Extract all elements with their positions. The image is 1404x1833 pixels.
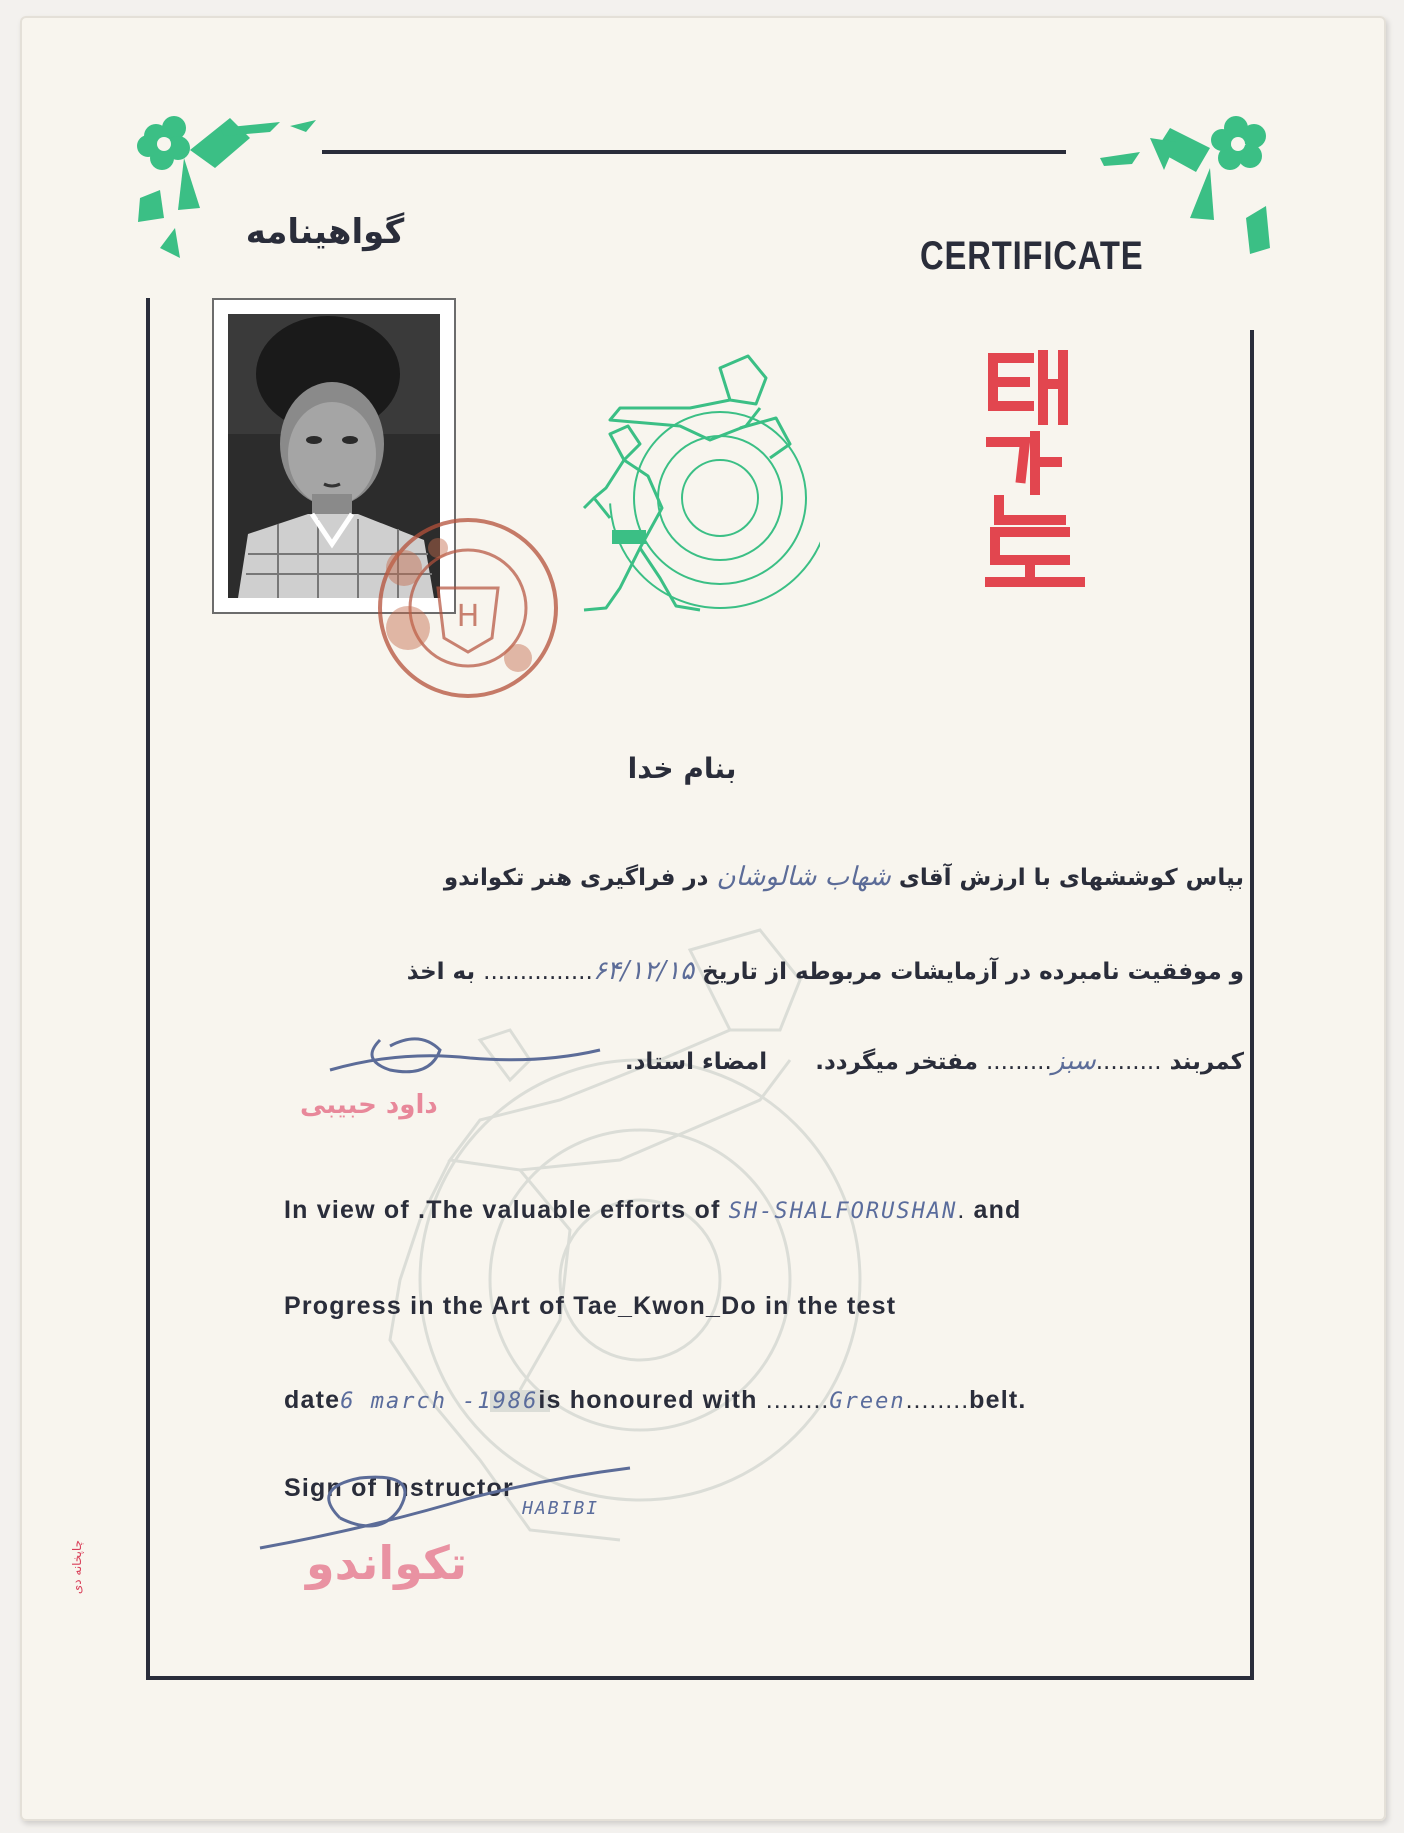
english-line-3 — [284, 1386, 1027, 1415]
title-persian: گواهینامه — [245, 212, 405, 252]
instructor-signature-label-persian: امضاء استاد. — [624, 1049, 768, 1075]
taekwondo-stamp-persian: تکواندو — [306, 1536, 468, 1590]
instructor-name-handwritten: HABIBI — [522, 1498, 600, 1519]
dotted-fill: ........ — [905, 1386, 970, 1414]
belt-color-persian-handwritten: سبز — [1051, 1046, 1096, 1076]
test-date-english-handwritten: 6 march -1986 — [340, 1389, 539, 1414]
student-name-english-handwritten: SH-SHALFORUSHAN — [728, 1199, 958, 1224]
sign-of-instructor-label: Sign of Instructor — [284, 1474, 514, 1502]
persian-line-3 — [625, 1046, 1244, 1076]
korean-taekwondo-lettering — [985, 350, 1085, 590]
dotted-fill: ......... — [985, 1049, 1052, 1075]
top-rule — [322, 150, 1066, 154]
english-line-1-end: and — [973, 1196, 1022, 1224]
english-line-1-start: In view of .The valuable efforts of — [284, 1196, 721, 1224]
printer-note: چاپخانه دی — [70, 1540, 84, 1595]
svg-text:H: H — [456, 599, 480, 634]
test-date-persian-handwritten: ۶۴/۱۲/۱۵ — [592, 956, 695, 986]
dotted-fill: . — [957, 1196, 966, 1224]
title-english: CERTIFICATE — [920, 234, 1144, 278]
student-name-persian-handwritten: شهاب شالوشان — [716, 862, 891, 892]
bismillah-heading: بنام خدا — [627, 752, 737, 785]
persian-line-1-end: در فراگیری هنر تکواندو — [443, 865, 709, 891]
instructor-name-stamp-persian: داود حبیبی — [300, 1090, 438, 1120]
instructor-signature-scribble-top — [320, 1020, 610, 1090]
persian-line-2-end: به اخذ — [406, 959, 476, 985]
persian-line-3-middle: مفتخر میگردد. — [815, 1049, 978, 1075]
frame-left-border — [146, 298, 150, 1676]
english-line-3-middle: is honoured with — [538, 1386, 758, 1414]
club-seal-stamp — [368, 508, 568, 708]
date-label: date — [284, 1386, 341, 1414]
persian-line-2-start: و موفقیت نامبرده در آزمایشات مربوطه از تاریخ — [702, 959, 1244, 985]
dotted-fill: ......... — [1095, 1049, 1162, 1075]
persian-line-1 — [444, 862, 1244, 892]
frame-bottom-border — [146, 1676, 1254, 1680]
english-line-1 — [284, 1196, 1022, 1225]
frame-right-border — [1250, 330, 1254, 1678]
persian-line-1-start: بپاس کوششهای با ارزش آقای — [898, 865, 1244, 891]
taekwondo-emblem — [570, 348, 820, 620]
dotted-fill: ............... — [483, 959, 593, 985]
persian-line-2 — [407, 956, 1244, 986]
english-line-3-end: belt. — [969, 1386, 1027, 1414]
belt-word-persian: کمربند — [1169, 1049, 1244, 1075]
english-line-2: Progress in the Art of Tae_Kwon_Do in the test — [284, 1292, 897, 1320]
dotted-fill: ........ — [765, 1386, 830, 1414]
belt-color-english-handwritten: Green — [829, 1389, 906, 1414]
